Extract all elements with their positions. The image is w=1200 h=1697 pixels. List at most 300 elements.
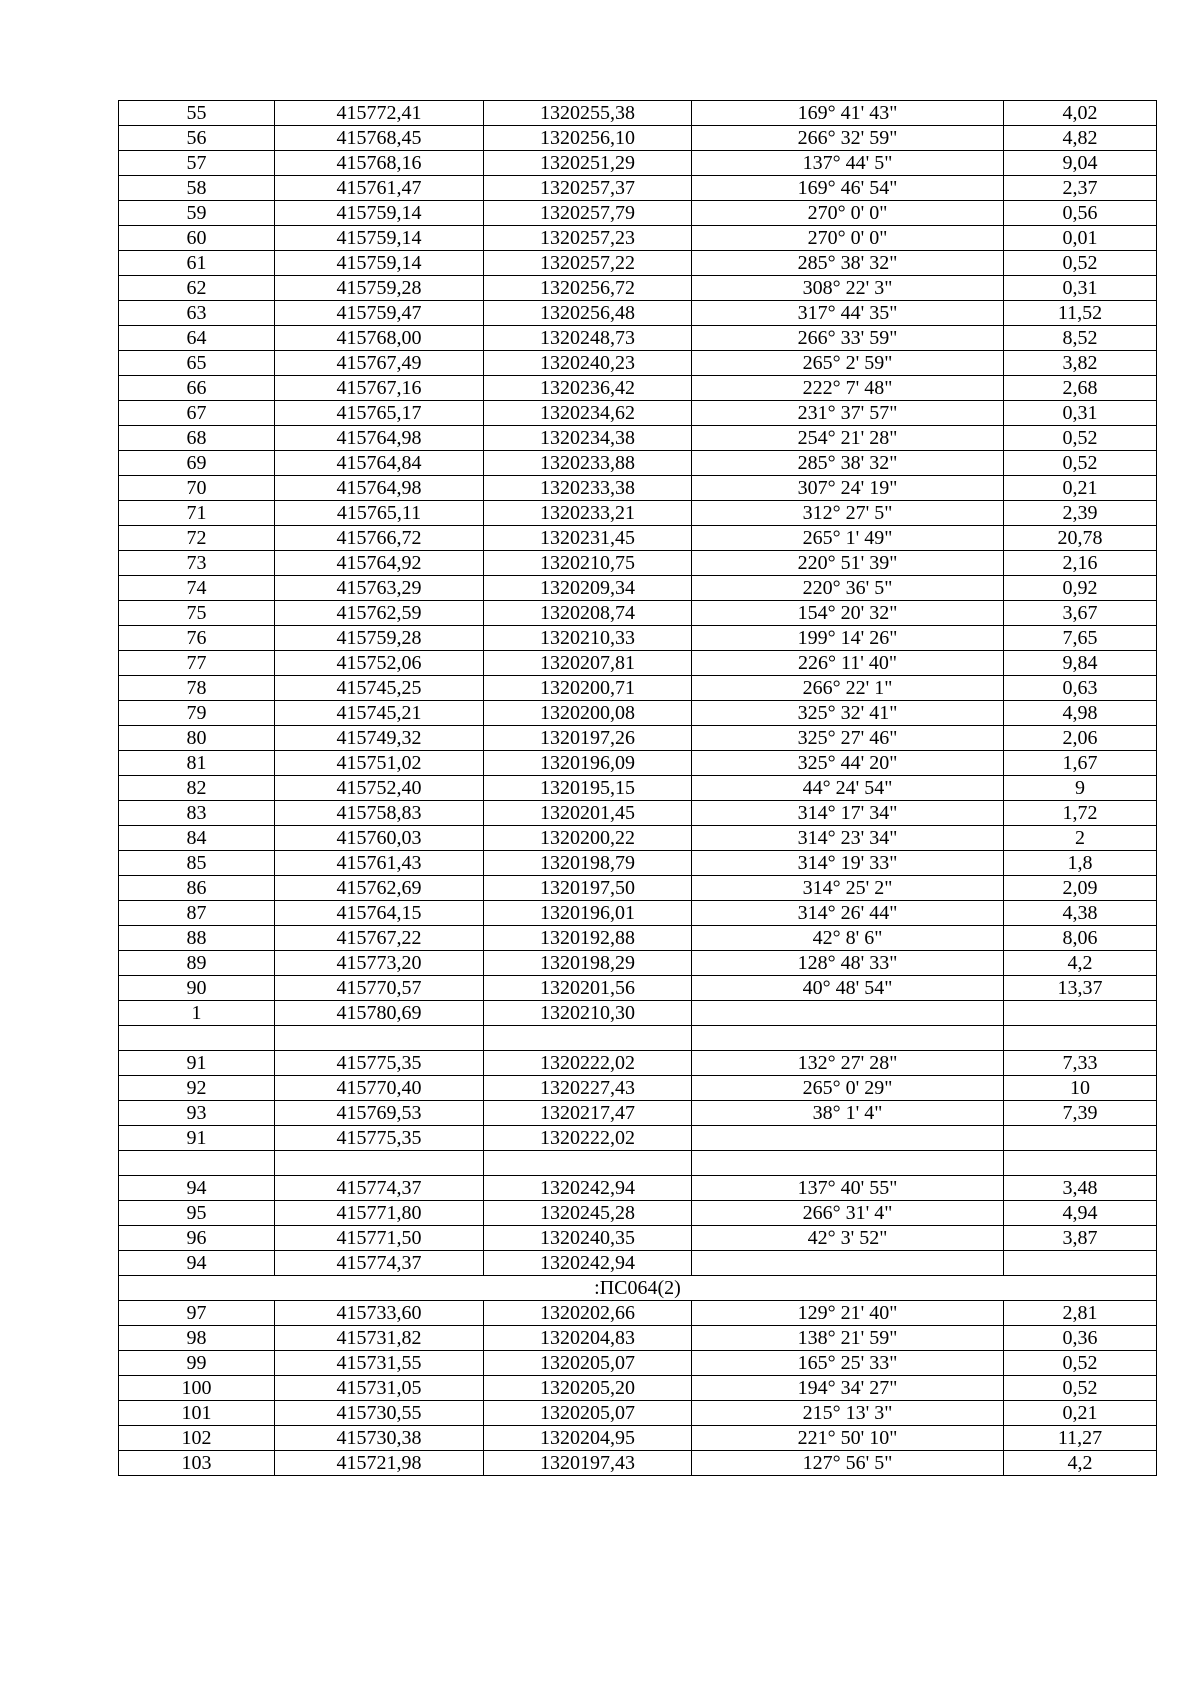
bearing-cell: 221° 50' 10"	[692, 1426, 1004, 1451]
y-coordinate-cell: 1320196,01	[484, 901, 692, 926]
point-number-cell: 75	[119, 601, 275, 626]
bearing-cell: 199° 14' 26"	[692, 626, 1004, 651]
bearing-cell: 314° 25' 2"	[692, 876, 1004, 901]
point-number-cell: 63	[119, 301, 275, 326]
bearing-cell: 42° 3' 52"	[692, 1226, 1004, 1251]
bearing-cell: 137° 40' 55"	[692, 1176, 1004, 1201]
bearing-cell: 194° 34' 27"	[692, 1376, 1004, 1401]
point-number-cell: 66	[119, 376, 275, 401]
distance-cell: 0,52	[1004, 426, 1157, 451]
x-coordinate-cell: 415759,14	[275, 251, 484, 276]
table-row	[119, 126, 1157, 151]
distance-cell: 0,21	[1004, 476, 1157, 501]
y-coordinate-cell: 1320255,38	[484, 101, 692, 126]
point-number-cell: 92	[119, 1076, 275, 1101]
distance-cell: 9	[1004, 776, 1157, 801]
distance-cell: 2,37	[1004, 176, 1157, 201]
point-number-cell: 102	[119, 1426, 275, 1451]
distance-cell: 0,52	[1004, 451, 1157, 476]
point-number-cell: 73	[119, 551, 275, 576]
distance-cell: 0,56	[1004, 201, 1157, 226]
table-row	[119, 1151, 1157, 1176]
point-number-cell: 64	[119, 326, 275, 351]
bearing-cell: 40° 48' 54"	[692, 976, 1004, 1001]
point-number-cell: 87	[119, 901, 275, 926]
bearing-cell: 325° 32' 41"	[692, 701, 1004, 726]
distance-cell	[1004, 1251, 1157, 1276]
bearing-cell: 231° 37' 57"	[692, 401, 1004, 426]
table-row	[119, 626, 1157, 651]
point-number-cell: 72	[119, 526, 275, 551]
y-coordinate-cell: 1320197,26	[484, 726, 692, 751]
y-coordinate-cell: 1320222,02	[484, 1126, 692, 1151]
point-number-cell: 82	[119, 776, 275, 801]
distance-cell: 3,82	[1004, 351, 1157, 376]
distance-cell: 0,36	[1004, 1326, 1157, 1351]
bearing-cell: 317° 44' 35"	[692, 301, 1004, 326]
x-coordinate-cell: 415731,82	[275, 1326, 484, 1351]
distance-cell: 0,63	[1004, 676, 1157, 701]
x-coordinate-cell: 415771,50	[275, 1226, 484, 1251]
y-coordinate-cell: 1320251,29	[484, 151, 692, 176]
table-row	[119, 1101, 1157, 1126]
section-label: :ПС064(2)	[119, 1276, 1157, 1301]
x-coordinate-cell: 415758,83	[275, 801, 484, 826]
point-number-cell: 69	[119, 451, 275, 476]
y-coordinate-cell: 1320192,88	[484, 926, 692, 951]
point-number-cell: 96	[119, 1226, 275, 1251]
bearing-cell: 165° 25' 33"	[692, 1351, 1004, 1376]
x-coordinate-cell: 415762,59	[275, 601, 484, 626]
distance-cell: 2	[1004, 826, 1157, 851]
bearing-cell	[692, 1001, 1004, 1026]
distance-cell: 4,94	[1004, 1201, 1157, 1226]
x-coordinate-cell: 415752,06	[275, 651, 484, 676]
bearing-cell: 154° 20' 32"	[692, 601, 1004, 626]
bearing-cell: 254° 21' 28"	[692, 426, 1004, 451]
x-coordinate-cell: 415752,40	[275, 776, 484, 801]
y-coordinate-cell: 1320233,21	[484, 501, 692, 526]
distance-cell: 7,39	[1004, 1101, 1157, 1126]
point-number-cell: 1	[119, 1001, 275, 1026]
table-row	[119, 676, 1157, 701]
point-number-cell: 94	[119, 1176, 275, 1201]
bearing-cell	[692, 1126, 1004, 1151]
x-coordinate-cell: 415771,80	[275, 1201, 484, 1226]
x-coordinate-cell: 415767,22	[275, 926, 484, 951]
y-coordinate-cell: 1320242,94	[484, 1251, 692, 1276]
x-coordinate-cell: 415780,69	[275, 1001, 484, 1026]
point-number-cell: 103	[119, 1451, 275, 1476]
bearing-cell: 222° 7' 48"	[692, 376, 1004, 401]
distance-cell: 8,06	[1004, 926, 1157, 951]
point-number-cell: 61	[119, 251, 275, 276]
x-coordinate-cell: 415759,28	[275, 276, 484, 301]
point-number-cell: 62	[119, 276, 275, 301]
y-coordinate-cell: 1320201,56	[484, 976, 692, 1001]
distance-cell: 20,78	[1004, 526, 1157, 551]
x-coordinate-cell: 415759,47	[275, 301, 484, 326]
y-coordinate-cell: 1320210,33	[484, 626, 692, 651]
distance-cell: 0,01	[1004, 226, 1157, 251]
y-coordinate-cell: 1320210,30	[484, 1001, 692, 1026]
point-number-cell: 68	[119, 426, 275, 451]
y-coordinate-cell: 1320222,02	[484, 1051, 692, 1076]
y-coordinate-cell: 1320257,37	[484, 176, 692, 201]
table-row	[119, 1301, 1157, 1326]
y-coordinate-cell: 1320231,45	[484, 526, 692, 551]
y-coordinate-cell: 1320240,35	[484, 1226, 692, 1251]
y-coordinate-cell	[484, 1026, 692, 1051]
table-row	[119, 1126, 1157, 1151]
x-coordinate-cell: 415763,29	[275, 576, 484, 601]
bearing-cell: 266° 33' 59"	[692, 326, 1004, 351]
y-coordinate-cell: 1320195,15	[484, 776, 692, 801]
coordinates-table-body	[119, 101, 1157, 1476]
distance-cell: 13,37	[1004, 976, 1157, 1001]
table-row	[119, 326, 1157, 351]
bearing-cell: 169° 41' 43"	[692, 101, 1004, 126]
table-row	[119, 451, 1157, 476]
point-number-cell: 100	[119, 1376, 275, 1401]
point-number-cell: 57	[119, 151, 275, 176]
point-number-cell: 77	[119, 651, 275, 676]
distance-cell: 4,02	[1004, 101, 1157, 126]
bearing-cell: 129° 21' 40"	[692, 1301, 1004, 1326]
y-coordinate-cell: 1320200,22	[484, 826, 692, 851]
table-row	[119, 701, 1157, 726]
x-coordinate-cell: 415745,25	[275, 676, 484, 701]
point-number-cell: 99	[119, 1351, 275, 1376]
y-coordinate-cell: 1320256,48	[484, 301, 692, 326]
table-row	[119, 276, 1157, 301]
point-number-cell: 79	[119, 701, 275, 726]
distance-cell: 10	[1004, 1076, 1157, 1101]
x-coordinate-cell: 415768,00	[275, 326, 484, 351]
bearing-cell: 285° 38' 32"	[692, 251, 1004, 276]
table-row	[119, 351, 1157, 376]
y-coordinate-cell: 1320257,23	[484, 226, 692, 251]
table-row	[119, 976, 1157, 1001]
table-row	[119, 951, 1157, 976]
section-row	[119, 1276, 1157, 1301]
bearing-cell: 132° 27' 28"	[692, 1051, 1004, 1076]
x-coordinate-cell: 415764,98	[275, 426, 484, 451]
y-coordinate-cell: 1320234,38	[484, 426, 692, 451]
distance-cell: 0,52	[1004, 1376, 1157, 1401]
table-row	[119, 1451, 1157, 1476]
bearing-cell: 215° 13' 3"	[692, 1401, 1004, 1426]
x-coordinate-cell: 415760,03	[275, 826, 484, 851]
bearing-cell: 265° 0' 29"	[692, 1076, 1004, 1101]
x-coordinate-cell: 415774,37	[275, 1176, 484, 1201]
bearing-cell: 266° 22' 1"	[692, 676, 1004, 701]
x-coordinate-cell: 415772,41	[275, 101, 484, 126]
table-row	[119, 301, 1157, 326]
bearing-cell: 128° 48' 33"	[692, 951, 1004, 976]
y-coordinate-cell: 1320240,23	[484, 351, 692, 376]
distance-cell: 2,68	[1004, 376, 1157, 401]
y-coordinate-cell: 1320205,20	[484, 1376, 692, 1401]
x-coordinate-cell: 415759,14	[275, 226, 484, 251]
y-coordinate-cell: 1320200,71	[484, 676, 692, 701]
table-row	[119, 1051, 1157, 1076]
x-coordinate-cell: 415764,98	[275, 476, 484, 501]
distance-cell: 7,33	[1004, 1051, 1157, 1076]
table-row	[119, 751, 1157, 776]
point-number-cell: 91	[119, 1126, 275, 1151]
table-row	[119, 226, 1157, 251]
bearing-cell: 314° 19' 33"	[692, 851, 1004, 876]
distance-cell: 1,67	[1004, 751, 1157, 776]
distance-cell: 0,52	[1004, 251, 1157, 276]
distance-cell: 11,27	[1004, 1426, 1157, 1451]
x-coordinate-cell: 415751,02	[275, 751, 484, 776]
table-row	[119, 1401, 1157, 1426]
table-row	[119, 501, 1157, 526]
table-row	[119, 576, 1157, 601]
y-coordinate-cell: 1320227,43	[484, 1076, 692, 1101]
distance-cell: 1,8	[1004, 851, 1157, 876]
point-number-cell: 60	[119, 226, 275, 251]
x-coordinate-cell: 415765,17	[275, 401, 484, 426]
point-number-cell: 83	[119, 801, 275, 826]
table-row	[119, 876, 1157, 901]
distance-cell: 4,98	[1004, 701, 1157, 726]
point-number-cell: 95	[119, 1201, 275, 1226]
x-coordinate-cell: 415767,16	[275, 376, 484, 401]
x-coordinate-cell: 415764,92	[275, 551, 484, 576]
y-coordinate-cell: 1320236,42	[484, 376, 692, 401]
y-coordinate-cell: 1320208,74	[484, 601, 692, 626]
bearing-cell: 226° 11' 40"	[692, 651, 1004, 676]
point-number-cell: 78	[119, 676, 275, 701]
bearing-cell: 137° 44' 5"	[692, 151, 1004, 176]
table-row	[119, 801, 1157, 826]
x-coordinate-cell: 415759,14	[275, 201, 484, 226]
distance-cell: 9,84	[1004, 651, 1157, 676]
distance-cell: 0,92	[1004, 576, 1157, 601]
table-row	[119, 1326, 1157, 1351]
point-number-cell: 80	[119, 726, 275, 751]
table-row	[119, 1076, 1157, 1101]
distance-cell: 2,06	[1004, 726, 1157, 751]
x-coordinate-cell: 415768,16	[275, 151, 484, 176]
point-number-cell: 97	[119, 1301, 275, 1326]
distance-cell: 9,04	[1004, 151, 1157, 176]
y-coordinate-cell: 1320257,22	[484, 251, 692, 276]
distance-cell: 1,72	[1004, 801, 1157, 826]
x-coordinate-cell: 415745,21	[275, 701, 484, 726]
x-coordinate-cell: 415766,72	[275, 526, 484, 551]
table-row	[119, 1251, 1157, 1276]
bearing-cell: 266° 31' 4"	[692, 1201, 1004, 1226]
y-coordinate-cell: 1320202,66	[484, 1301, 692, 1326]
x-coordinate-cell: 415749,32	[275, 726, 484, 751]
bearing-cell: 270° 0' 0"	[692, 226, 1004, 251]
point-number-cell: 56	[119, 126, 275, 151]
point-number-cell: 81	[119, 751, 275, 776]
table-row	[119, 826, 1157, 851]
y-coordinate-cell: 1320233,38	[484, 476, 692, 501]
y-coordinate-cell: 1320197,43	[484, 1451, 692, 1476]
y-coordinate-cell: 1320205,07	[484, 1401, 692, 1426]
x-coordinate-cell: 415761,47	[275, 176, 484, 201]
y-coordinate-cell: 1320233,88	[484, 451, 692, 476]
table-row	[119, 401, 1157, 426]
point-number-cell	[119, 1151, 275, 1176]
point-number-cell: 58	[119, 176, 275, 201]
point-number-cell: 76	[119, 626, 275, 651]
bearing-cell: 307° 24' 19"	[692, 476, 1004, 501]
bearing-cell: 220° 51' 39"	[692, 551, 1004, 576]
y-coordinate-cell: 1320198,79	[484, 851, 692, 876]
bearing-cell: 314° 23' 34"	[692, 826, 1004, 851]
y-coordinate-cell: 1320257,79	[484, 201, 692, 226]
table-row	[119, 601, 1157, 626]
table-row	[119, 851, 1157, 876]
x-coordinate-cell: 415769,53	[275, 1101, 484, 1126]
table-row	[119, 1201, 1157, 1226]
distance-cell	[1004, 1026, 1157, 1051]
y-coordinate-cell: 1320197,50	[484, 876, 692, 901]
x-coordinate-cell: 415767,49	[275, 351, 484, 376]
y-coordinate-cell: 1320234,62	[484, 401, 692, 426]
x-coordinate-cell: 415773,20	[275, 951, 484, 976]
point-number-cell: 71	[119, 501, 275, 526]
table-row	[119, 1176, 1157, 1201]
bearing-cell	[692, 1151, 1004, 1176]
y-coordinate-cell: 1320204,95	[484, 1426, 692, 1451]
bearing-cell: 285° 38' 32"	[692, 451, 1004, 476]
table-row	[119, 176, 1157, 201]
distance-cell: 3,67	[1004, 601, 1157, 626]
distance-cell: 4,38	[1004, 901, 1157, 926]
y-coordinate-cell: 1320210,75	[484, 551, 692, 576]
table-row	[119, 726, 1157, 751]
point-number-cell: 91	[119, 1051, 275, 1076]
x-coordinate-cell: 415731,55	[275, 1351, 484, 1376]
distance-cell: 2,09	[1004, 876, 1157, 901]
bearing-cell: 265° 1' 49"	[692, 526, 1004, 551]
y-coordinate-cell: 1320207,81	[484, 651, 692, 676]
coordinates-table	[118, 100, 1157, 1476]
point-number-cell: 55	[119, 101, 275, 126]
bearing-cell: 42° 8' 6"	[692, 926, 1004, 951]
table-row	[119, 151, 1157, 176]
x-coordinate-cell: 415761,43	[275, 851, 484, 876]
x-coordinate-cell: 415775,35	[275, 1126, 484, 1151]
x-coordinate-cell: 415770,40	[275, 1076, 484, 1101]
point-number-cell: 74	[119, 576, 275, 601]
distance-cell: 7,65	[1004, 626, 1157, 651]
x-coordinate-cell: 415730,38	[275, 1426, 484, 1451]
bearing-cell: 312° 27' 5"	[692, 501, 1004, 526]
distance-cell: 4,2	[1004, 1451, 1157, 1476]
point-number-cell: 101	[119, 1401, 275, 1426]
table-row	[119, 651, 1157, 676]
distance-cell: 2,16	[1004, 551, 1157, 576]
distance-cell: 8,52	[1004, 326, 1157, 351]
bearing-cell: 325° 44' 20"	[692, 751, 1004, 776]
x-coordinate-cell: 415770,57	[275, 976, 484, 1001]
y-coordinate-cell: 1320196,09	[484, 751, 692, 776]
point-number-cell	[119, 1026, 275, 1051]
y-coordinate-cell	[484, 1151, 692, 1176]
bearing-cell: 169° 46' 54"	[692, 176, 1004, 201]
x-coordinate-cell: 415759,28	[275, 626, 484, 651]
table-row	[119, 551, 1157, 576]
distance-cell: 0,52	[1004, 1351, 1157, 1376]
table-row	[119, 1026, 1157, 1051]
point-number-cell: 90	[119, 976, 275, 1001]
y-coordinate-cell: 1320242,94	[484, 1176, 692, 1201]
y-coordinate-cell: 1320205,07	[484, 1351, 692, 1376]
distance-cell: 3,87	[1004, 1226, 1157, 1251]
bearing-cell	[692, 1026, 1004, 1051]
y-coordinate-cell: 1320200,08	[484, 701, 692, 726]
x-coordinate-cell: 415764,15	[275, 901, 484, 926]
table-row	[119, 1351, 1157, 1376]
y-coordinate-cell: 1320198,29	[484, 951, 692, 976]
table-row	[119, 101, 1157, 126]
y-coordinate-cell: 1320204,83	[484, 1326, 692, 1351]
table-row	[119, 426, 1157, 451]
distance-cell: 4,82	[1004, 126, 1157, 151]
y-coordinate-cell: 1320256,10	[484, 126, 692, 151]
bearing-cell: 270° 0' 0"	[692, 201, 1004, 226]
point-number-cell: 88	[119, 926, 275, 951]
point-number-cell: 67	[119, 401, 275, 426]
x-coordinate-cell: 415765,11	[275, 501, 484, 526]
x-coordinate-cell: 415721,98	[275, 1451, 484, 1476]
distance-cell: 2,81	[1004, 1301, 1157, 1326]
bearing-cell: 38° 1' 4"	[692, 1101, 1004, 1126]
distance-cell: 4,2	[1004, 951, 1157, 976]
distance-cell	[1004, 1001, 1157, 1026]
bearing-cell: 266° 32' 59"	[692, 126, 1004, 151]
table-row	[119, 476, 1157, 501]
y-coordinate-cell: 1320256,72	[484, 276, 692, 301]
distance-cell: 0,31	[1004, 401, 1157, 426]
bearing-cell: 127° 56' 5"	[692, 1451, 1004, 1476]
distance-cell: 0,21	[1004, 1401, 1157, 1426]
distance-cell	[1004, 1151, 1157, 1176]
x-coordinate-cell: 415764,84	[275, 451, 484, 476]
x-coordinate-cell: 415775,35	[275, 1051, 484, 1076]
x-coordinate-cell: 415762,69	[275, 876, 484, 901]
bearing-cell: 265° 2' 59"	[692, 351, 1004, 376]
point-number-cell: 59	[119, 201, 275, 226]
bearing-cell: 220° 36' 5"	[692, 576, 1004, 601]
y-coordinate-cell: 1320209,34	[484, 576, 692, 601]
point-number-cell: 70	[119, 476, 275, 501]
table-row	[119, 1376, 1157, 1401]
x-coordinate-cell	[275, 1026, 484, 1051]
x-coordinate-cell: 415730,55	[275, 1401, 484, 1426]
table-row	[119, 1226, 1157, 1251]
x-coordinate-cell: 415768,45	[275, 126, 484, 151]
point-number-cell: 98	[119, 1326, 275, 1351]
table-row	[119, 1001, 1157, 1026]
point-number-cell: 65	[119, 351, 275, 376]
distance-cell: 2,39	[1004, 501, 1157, 526]
bearing-cell: 314° 26' 44"	[692, 901, 1004, 926]
x-coordinate-cell: 415731,05	[275, 1376, 484, 1401]
bearing-cell	[692, 1251, 1004, 1276]
point-number-cell: 85	[119, 851, 275, 876]
point-number-cell: 94	[119, 1251, 275, 1276]
